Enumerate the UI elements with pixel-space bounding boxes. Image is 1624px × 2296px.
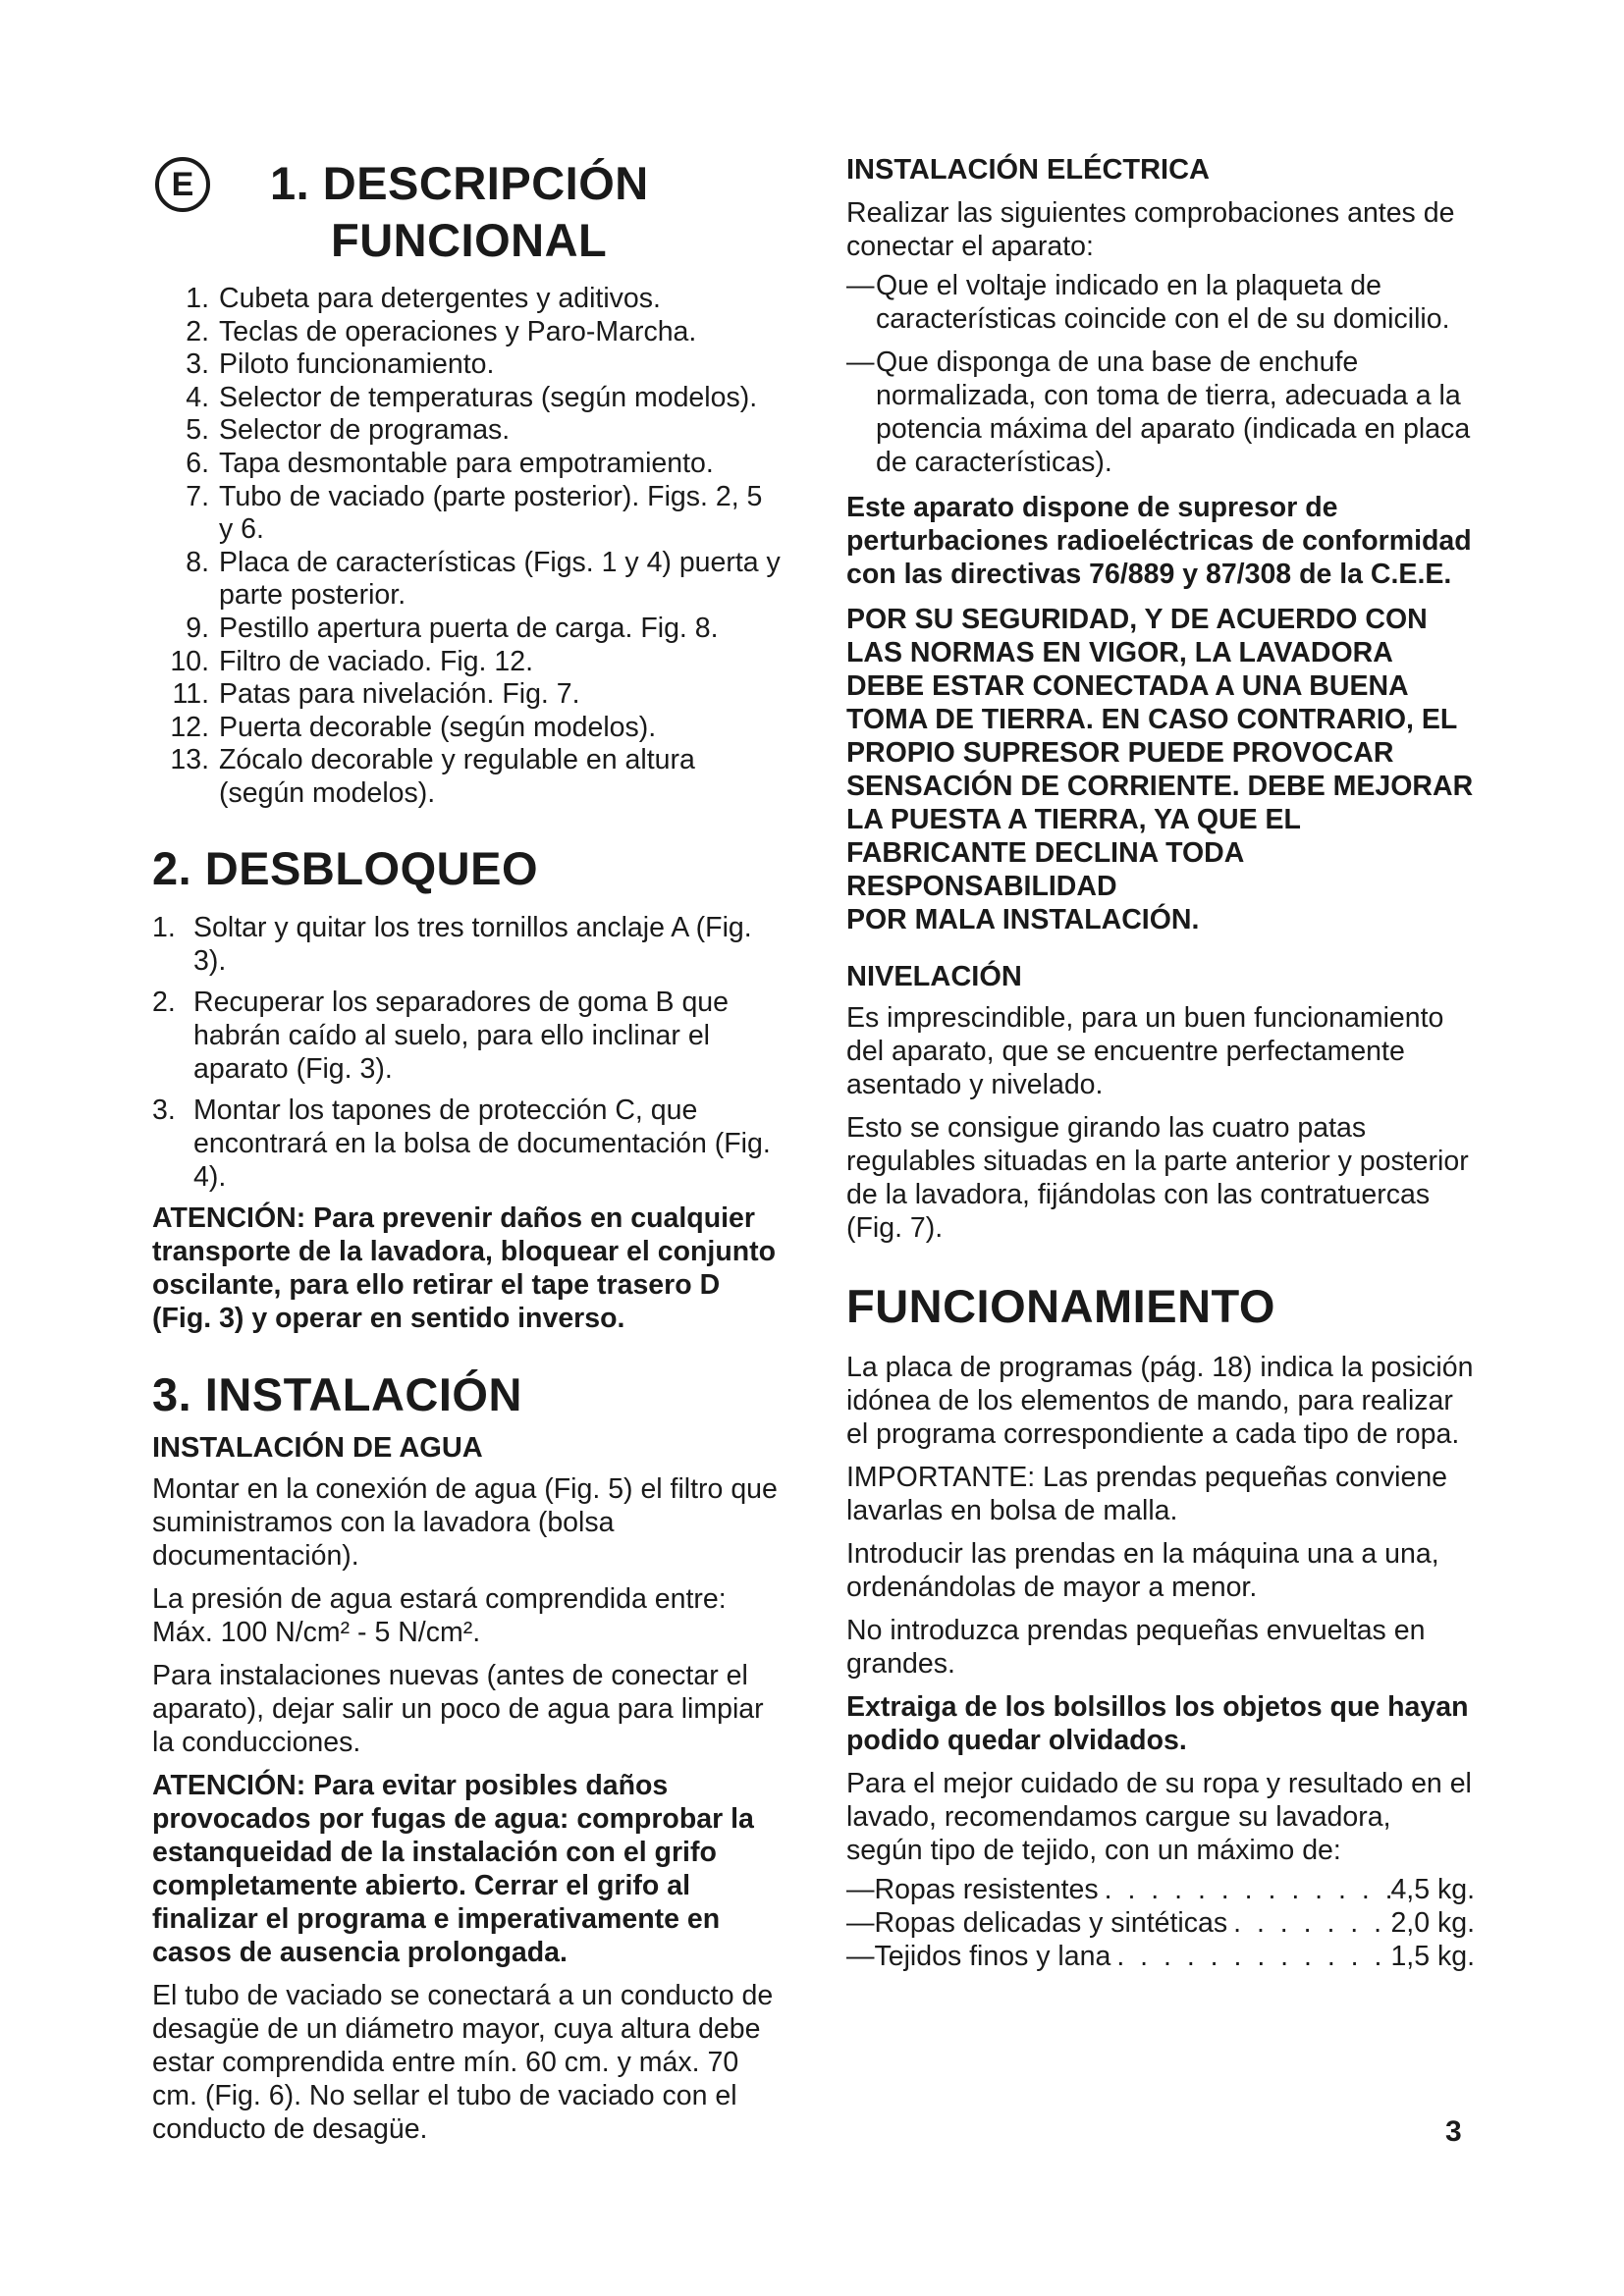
- section-1-title-line2: FUNCIONAL: [331, 214, 608, 266]
- safety-warning-last: POR MALA INSTALACIÓN.: [846, 904, 1200, 935]
- electrical-intro: Realizar las siguientes comprobaciones antes de conectar el aparato:: [846, 197, 1455, 262]
- water-paragraph-3: Para instalaciones nuevas (antes de conectar el aparato), dejar salir un poco de agua para limpiar la conducciones.: [152, 1659, 764, 1758]
- table-row: —Ropas delicadas y sintéticas . . . 2,0 kg.: [846, 1906, 1475, 1940]
- unlock-steps: [152, 911, 781, 1194]
- safety-warning: POR SU SEGURIDAD, Y DE ACUERDO CON LAS NORMAS EN VIGOR, LA LAVADORA DEBE ESTAR CONECTADA A UNA BUENA TOMA DE TIERRA. EN CASO CONTRARIO, EL PROPIO SUPRESOR PUEDE PROVOCAR SENSACIÓN DE CORRIENTE. DEBE MEJORAR LA PUESTA A TIERRA, YA QUE EL FABRICANTE DECLINA TODA RESPONSABILIDAD: [846, 604, 1474, 902]
- list-item: 3. Montar los tapones de protección C, que encontrará en la bolsa de documentación (Fig. 4).: [152, 1094, 771, 1193]
- list-item: 2. Teclas de operaciones y Paro-Marcha.: [186, 315, 697, 347]
- list-item: 10. Filtro de vaciado. Fig. 12.: [170, 645, 533, 677]
- section-2-title: 2. DESBLOQUEO: [152, 841, 539, 894]
- electrical-installation-heading: INSTALACIÓN ELÉCTRICA: [846, 154, 1211, 186]
- water-paragraph-1: Montar en la conexión de agua (Fig. 5) el filtro que suministramos con la lavadora (bolsa documentación).: [152, 1472, 778, 1572]
- table-row: —Ropas resistentes . . . 4,5 kg.: [846, 1873, 1475, 1906]
- list-item: 8. Placa de características (Figs. 1 y 4) puerta y parte posterior.: [186, 546, 781, 612]
- pockets-note: Extraiga de los bolsillos los objetos que hayan podido quedar olvidados.: [846, 1691, 1469, 1756]
- section-3-title: 3. INSTALACIÓN: [152, 1367, 522, 1420]
- conformity-note: Este aparato dispone de supresor de perturbaciones radioeléctricas de conformidad con las directivas 76/889 y 87/308 de la C.E.E.: [846, 492, 1472, 590]
- list-item: 4. Selector de temperaturas (según modelos).: [186, 381, 758, 413]
- water-warning: ATENCIÓN: Para evitar posibles daños provocados por fugas de agua: comprobar la estanqueidad de la instalación con el grifo completamente abierto. Cerrar el grifo al finalizar el programa e imperativamente en casos de ausencia prolongada.: [152, 1769, 754, 1968]
- section-1-title-line1: DESCRIPCIÓN: [322, 157, 649, 209]
- section-1-number: 1.: [270, 157, 310, 209]
- page-number: 3: [1445, 2115, 1462, 2148]
- list-item: 2. Recuperar los separadores de goma B que habrán caído al suelo, para ello inclinar el aparato (Fig. 3).: [152, 986, 729, 1085]
- list-item: 7. Tubo de vaciado (parte posterior). Figs. 2, 5 y 6.: [186, 480, 763, 546]
- list-item: 1. Cubeta para detergentes y aditivos.: [186, 283, 661, 314]
- leveling-paragraph-2: Esto se consigue girando las cuatro patas regulables situadas en la parte anterior y posterior de la lavadora, fijándolas con las contratuercas (Fig. 7).: [846, 1112, 1469, 1244]
- operation-paragraph-2: IMPORTANTE: Las prendas pequeñas conviene lavarlas en bolsa de malla.: [846, 1462, 1448, 1526]
- section-1-title: [152, 155, 781, 269]
- water-pressure: La presión de agua estará comprendida entre: Máx. 100 N/cm² - 5 N/cm².: [152, 1582, 727, 1648]
- operation-paragraph-3: Introducir las prendas en la máquina una a una, ordenándolas de mayor a menor.: [846, 1538, 1439, 1603]
- operation-paragraph-1: La placa de programas (pág. 18) indica la posición idónea de los elementos de mando, para realizar el programa correspondiente a cada tipo de ropa.: [846, 1352, 1474, 1450]
- operation-paragraph-5: Para el mejor cuidado de su ropa y resultado en el lavado, recomendamos cargue su lavadora, según tipo de tejido, con un máximo de:: [846, 1768, 1472, 1866]
- right-column: [846, 147, 1475, 1973]
- list-item: 5. Selector de programas.: [186, 414, 511, 447]
- component-list: [152, 283, 781, 811]
- list-item: — Que el voltaje indicado en la plaqueta de características coincide con el de su domicilio.: [846, 270, 1450, 335]
- leveling-heading: NIVELACIÓN: [846, 961, 1022, 992]
- list-item: 6. Tapa desmontable para empotramiento.: [186, 447, 714, 479]
- table-row: —Tejidos finos y lana . . . 1,5 kg.: [846, 1940, 1475, 1973]
- left-column: [152, 147, 781, 2146]
- operation-title: FUNCIONAMIENTO: [846, 1280, 1275, 1332]
- drain-paragraph: El tubo de vaciado se conectará a un conducto de desagüe de un diámetro mayor, cuya altura debe estar comprendida entre mín. 60 cm. y máx. 70 cm. (Fig. 6). No sellar el tubo de vaciado con el conducto de desagüe.: [152, 1979, 774, 2145]
- list-item: 1. Soltar y quitar los tres tornillos anclaje A (Fig. 3).: [152, 911, 752, 977]
- load-table: [846, 1873, 1475, 1973]
- language-badge: E: [155, 157, 210, 212]
- operation-paragraph-4: No introduzca prendas pequeñas envueltas en grandes.: [846, 1615, 1426, 1680]
- list-item: 12. Puerta decorable (según modelos).: [170, 711, 657, 743]
- list-item: 3. Piloto funcionamiento.: [186, 348, 495, 381]
- water-installation-heading: INSTALACIÓN DE AGUA: [152, 1431, 483, 1464]
- transport-warning: ATENCIÓN: Para prevenir daños en cualquier transporte de la lavadora, bloquear el conjunto oscilante, para ello retirar el tape trasero D (Fig. 3) y operar en sentido inverso.: [152, 1201, 777, 1334]
- list-item: — Que disponga de una base de enchufe normalizada, con toma de tierra, adecuada a la potencia máxima del aparato (indicada en placa de características).: [846, 347, 1471, 478]
- leveling-paragraph-1: Es imprescindible, para un buen funcionamiento del aparato, que se encuentre perfectamente asentado y nivelado.: [846, 1002, 1444, 1100]
- list-item: 9. Pestillo apertura puerta de carga. Fig. 8.: [186, 612, 719, 644]
- list-item: 11. Patas para nivelación. Fig. 7.: [172, 678, 580, 711]
- list-item: 13. Zócalo decorable y regulable en altura (según modelos).: [170, 744, 695, 809]
